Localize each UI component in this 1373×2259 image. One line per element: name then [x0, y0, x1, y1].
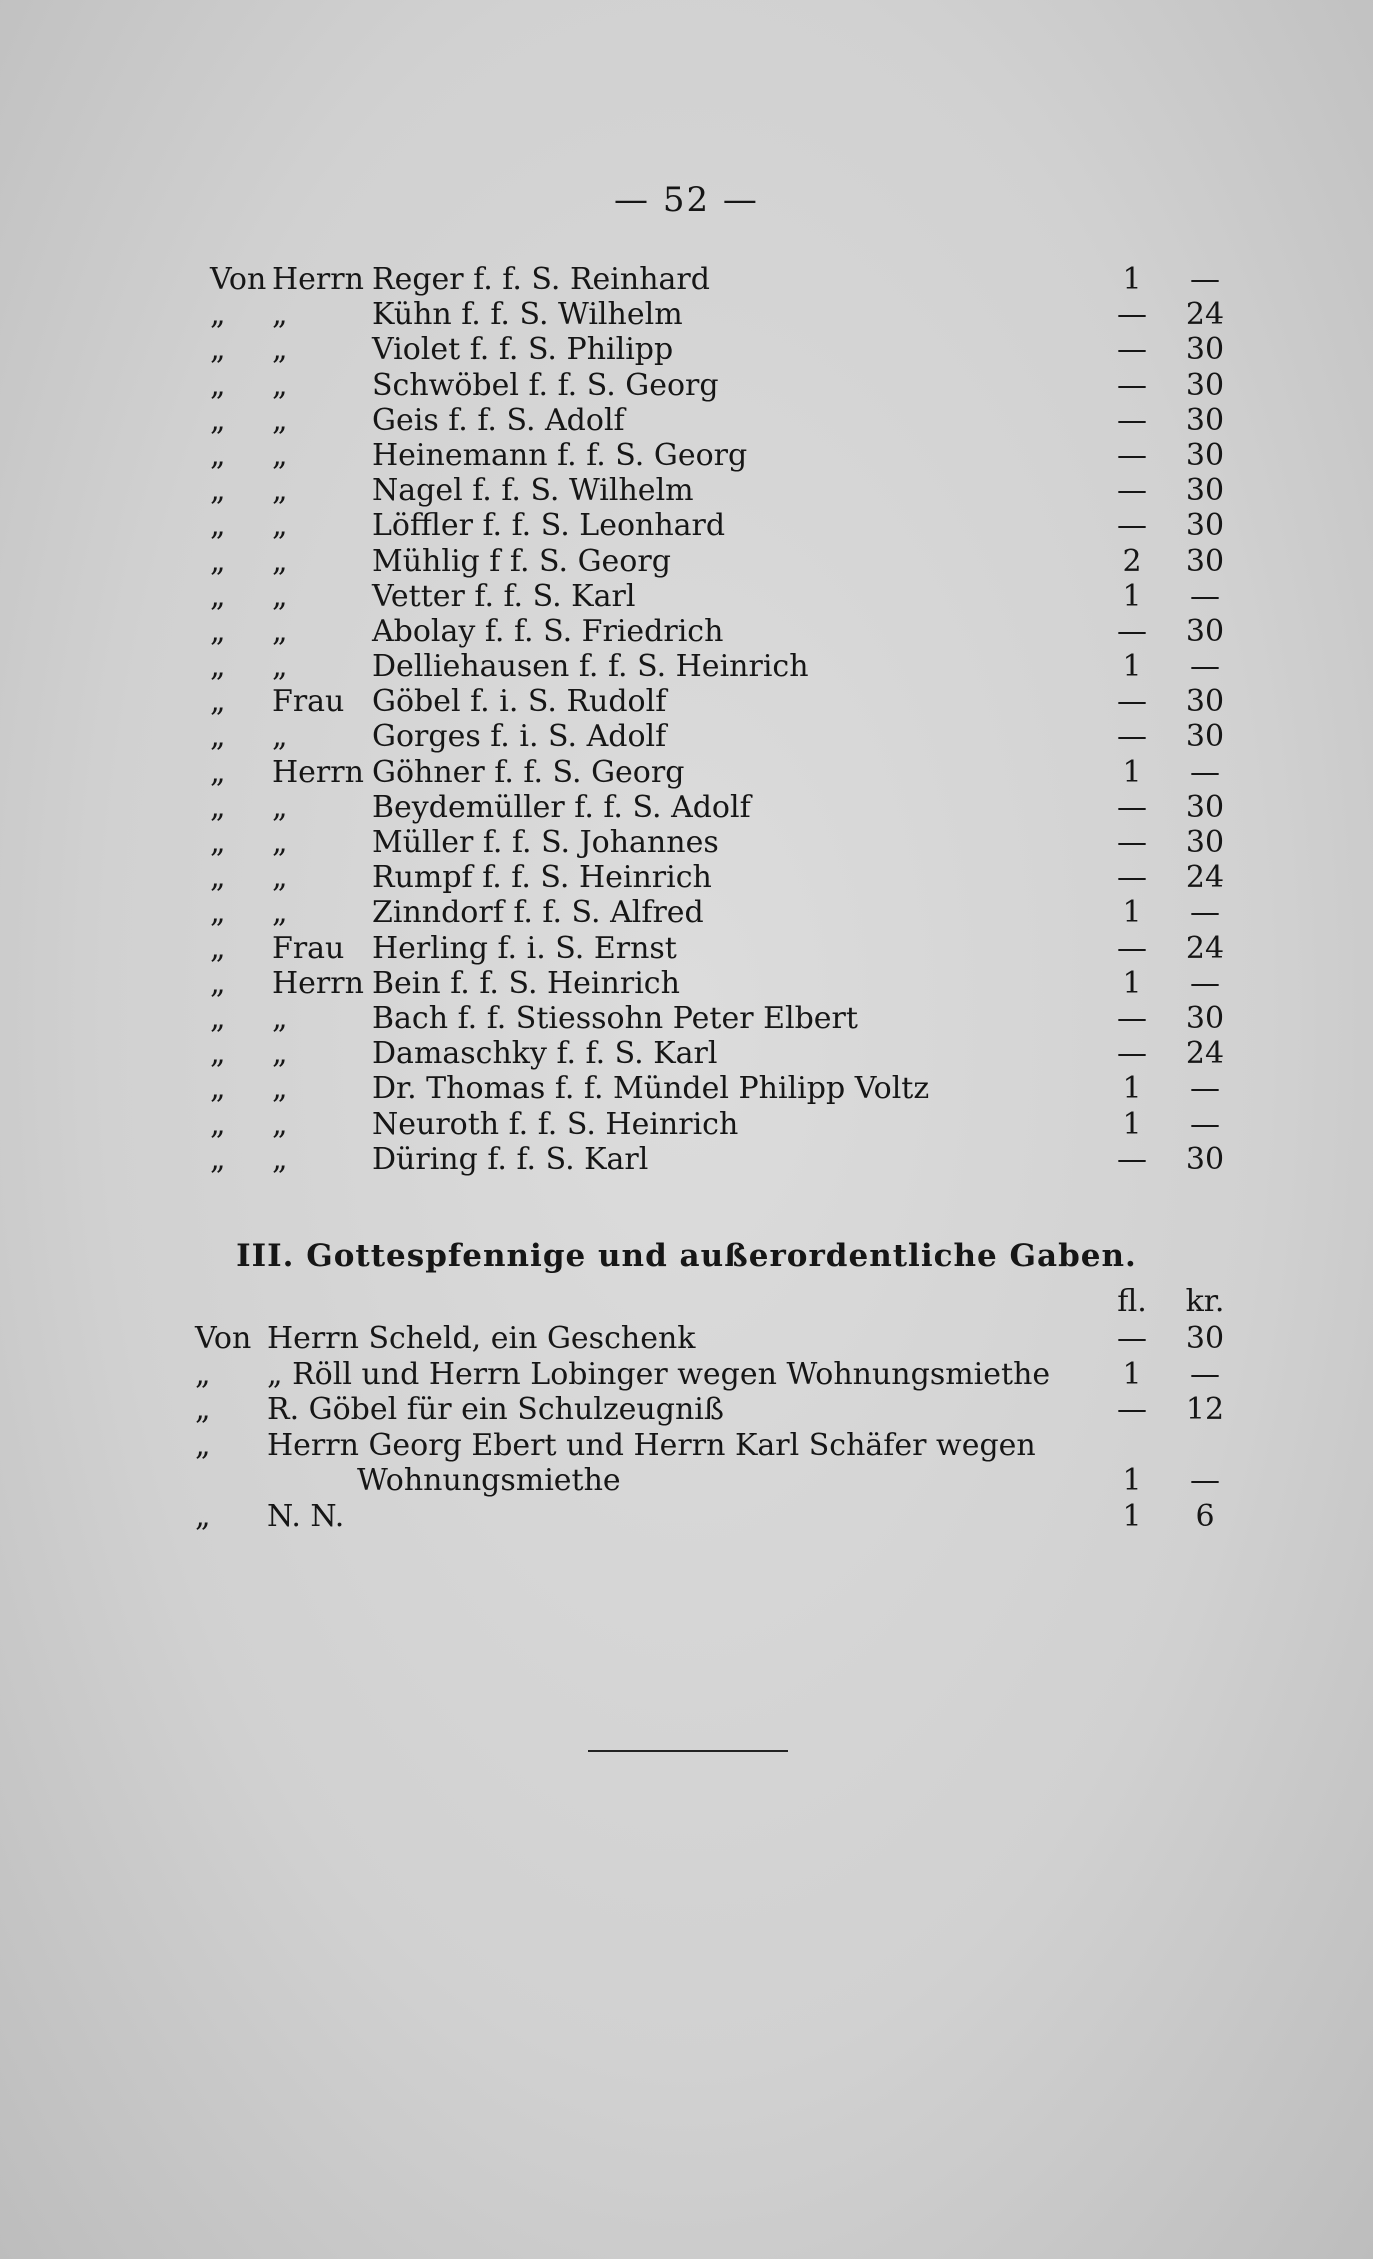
entry-prefix: „ — [210, 825, 226, 860]
entry-amount-fl: — — [1117, 508, 1147, 544]
list-item — [210, 367, 1225, 403]
list-item — [210, 1000, 1225, 1036]
entry-amount-fl: — — [1117, 860, 1147, 896]
entry-amount-kr: 24 — [1185, 297, 1225, 333]
entry-title: „ — [272, 297, 288, 333]
entry-amount-kr: 30 — [1185, 825, 1225, 860]
entry-title: Herrn — [272, 965, 364, 1001]
gift-amount-kr: — — [1190, 1356, 1220, 1392]
closing-rule — [588, 1750, 788, 1752]
entry-amount-fl: — — [1117, 437, 1147, 473]
entry-amount-kr: 30 — [1185, 332, 1225, 368]
list-item — [210, 755, 1220, 790]
gift-amount-fl: 1 — [1122, 1356, 1142, 1392]
entry-amount-fl: 1 — [1122, 754, 1142, 790]
entry-name: Mühlig f f. S. Georg — [372, 543, 671, 579]
gift-amount-kr: 6 — [1195, 1498, 1215, 1534]
entry-title: Frau — [272, 684, 345, 720]
list-item — [210, 402, 1225, 438]
entry-prefix: Von — [210, 262, 267, 297]
entry-amount-fl: — — [1117, 1000, 1147, 1036]
entry-amount-kr: — — [1190, 578, 1220, 614]
entry-title: „ — [272, 437, 288, 473]
list-item — [210, 508, 1225, 544]
entry-amount-fl: — — [1117, 297, 1147, 333]
entry-prefix: „ — [210, 1071, 226, 1107]
list-item — [210, 297, 1225, 333]
list-item — [210, 1141, 1225, 1177]
entry-amount-kr: — — [1190, 262, 1220, 297]
gift-amount-kr: 30 — [1185, 1321, 1225, 1356]
entry-title: „ — [272, 649, 288, 685]
entry-name: Göbel f. i. S. Rudolf — [372, 684, 667, 720]
list-item — [195, 1499, 1220, 1535]
entry-prefix: „ — [210, 895, 226, 931]
entry-prefix: „ — [210, 437, 226, 473]
entry-amount-fl: 1 — [1122, 1106, 1142, 1142]
entry-title: „ — [272, 578, 288, 614]
entry-name: Delliehausen f. f. S. Heinrich — [372, 649, 809, 685]
entry-title: „ — [272, 860, 288, 896]
entry-amount-fl: 1 — [1122, 895, 1142, 931]
page-number: — 52 — — [614, 180, 759, 220]
entry-amount-kr: 24 — [1185, 930, 1225, 966]
entry-name: Abolay f. f. S. Friedrich — [372, 613, 724, 649]
entry-title: „ — [272, 543, 288, 579]
entry-title: „ — [272, 1106, 288, 1142]
entry-name: Vetter f. f. S. Karl — [372, 578, 636, 614]
entry-prefix: „ — [210, 613, 226, 649]
entry-amount-kr: 24 — [1185, 1036, 1225, 1072]
entry-name: Bein f. f. S. Heinrich — [372, 965, 680, 1001]
entry-name: Nagel f. f. S. Wilhelm — [372, 473, 694, 509]
entry-title: „ — [272, 332, 288, 368]
list-item — [210, 579, 1220, 614]
gift-text: R. Göbel für ein Schulzeugniß — [267, 1392, 724, 1428]
entry-prefix: „ — [210, 1000, 226, 1036]
list-item — [210, 262, 1220, 297]
list-item — [210, 860, 1225, 896]
entry-amount-kr: 30 — [1185, 789, 1225, 825]
entry-title: Herrn — [272, 262, 364, 297]
entry-name: Rumpf f. f. S. Heinrich — [372, 860, 712, 896]
entry-amount-fl: — — [1117, 719, 1147, 755]
list-item — [210, 543, 1225, 579]
list-item — [210, 684, 1225, 720]
entry-prefix: „ — [210, 367, 226, 403]
list-item — [195, 1392, 1225, 1428]
entry-name: Geis f. f. S. Adolf — [372, 402, 625, 438]
list-item — [195, 1463, 1220, 1499]
entry-title: „ — [272, 508, 288, 544]
entry-amount-fl: — — [1117, 1141, 1147, 1177]
entry-title: „ — [272, 1036, 288, 1072]
gift-text: N. N. — [267, 1498, 345, 1534]
entry-prefix: „ — [210, 684, 226, 720]
entry-prefix: „ — [210, 1141, 226, 1177]
entry-name: Beydemüller f. f. S. Adolf — [372, 789, 751, 825]
entry-amount-fl: — — [1117, 684, 1147, 720]
entry-title: „ — [272, 895, 288, 931]
entry-title: „ — [272, 1141, 288, 1177]
gift-amount-fl: 1 — [1122, 1498, 1142, 1534]
entry-amount-kr: 30 — [1185, 543, 1225, 579]
gift-prefix: „ — [195, 1392, 211, 1428]
list-item — [195, 1357, 1220, 1393]
entry-title: „ — [272, 825, 288, 860]
gift-text: Wohnungsmiethe — [357, 1463, 621, 1499]
gift-prefix: „ — [195, 1498, 211, 1534]
list-item — [210, 1036, 1225, 1072]
entry-prefix: „ — [210, 754, 226, 790]
list-item — [210, 437, 1225, 473]
entry-amount-kr: 30 — [1185, 613, 1225, 649]
entry-name: Bach f. f. Stiessohn Peter Elbert — [372, 1000, 858, 1036]
section-heading: III. Gottespfennige und außerordentliche Gaben. — [236, 1238, 1137, 1274]
list-item — [210, 473, 1225, 509]
list-item — [195, 1321, 1225, 1357]
entry-name: Düring f. f. S. Karl — [372, 1141, 649, 1177]
entry-prefix: „ — [210, 297, 226, 333]
entry-title: „ — [272, 367, 288, 403]
entry-name: Göhner f. f. S. Georg — [372, 754, 685, 790]
contribution-list — [210, 262, 1225, 1177]
gift-prefix: Von — [195, 1321, 252, 1356]
list-item — [210, 825, 1225, 860]
entry-name: Dr. Thomas f. f. Mündel Philipp Voltz — [372, 1071, 930, 1107]
list-item — [210, 895, 1220, 930]
entry-name: Löffler f. f. S. Leonhard — [372, 508, 726, 544]
entry-amount-kr: 30 — [1185, 1141, 1225, 1177]
list-item — [195, 1428, 1220, 1464]
entry-prefix: „ — [210, 473, 226, 509]
entry-amount-kr: 30 — [1185, 437, 1225, 473]
entry-name: Schwöbel f. f. S. Georg — [372, 367, 719, 403]
list-item — [210, 966, 1220, 1001]
entry-amount-kr: 30 — [1185, 508, 1225, 544]
list-item — [210, 1071, 1220, 1106]
gifts-list — [195, 1303, 1225, 1535]
entry-amount-kr: 30 — [1185, 1000, 1225, 1036]
entry-title: „ — [272, 402, 288, 438]
entry-prefix: „ — [210, 719, 226, 755]
entry-name: Gorges f. i. S. Adolf — [372, 719, 667, 755]
column-header-fl: fl. — [1117, 1284, 1147, 1319]
gift-amount-fl: — — [1117, 1392, 1147, 1428]
gift-amount-kr: — — [1190, 1463, 1220, 1499]
entry-prefix: „ — [210, 508, 226, 544]
list-item — [210, 332, 1225, 368]
entry-name: Müller f. f. S. Johannes — [372, 825, 719, 860]
entry-amount-fl: 1 — [1122, 578, 1142, 614]
entry-name: Damaschky f. f. S. Karl — [372, 1036, 718, 1072]
gift-text: „ Röll und Herrn Lobinger wegen Wohnungsmiethe — [267, 1356, 1051, 1392]
entry-prefix: „ — [210, 860, 226, 896]
entry-amount-fl: — — [1117, 825, 1147, 860]
entry-amount-fl: 1 — [1122, 1071, 1142, 1107]
entry-name: Herling f. i. S. Ernst — [372, 930, 677, 966]
entry-amount-kr: — — [1190, 1106, 1220, 1142]
entry-name: Reger f. f. S. Reinhard — [372, 262, 710, 297]
entry-prefix: „ — [210, 930, 226, 966]
entry-name: Heinemann f. f. S. Georg — [372, 437, 748, 473]
entry-name: Neuroth f. f. S. Heinrich — [372, 1106, 739, 1142]
entry-title: „ — [272, 473, 288, 509]
list-item — [210, 649, 1220, 684]
gift-amount-fl: — — [1117, 1321, 1147, 1356]
entry-title: „ — [272, 1000, 288, 1036]
entry-title: „ — [272, 613, 288, 649]
list-item — [210, 719, 1225, 755]
entry-amount-kr: — — [1190, 895, 1220, 931]
gift-prefix: „ — [195, 1427, 211, 1463]
entry-amount-kr: — — [1190, 754, 1220, 790]
entry-amount-fl: — — [1117, 332, 1147, 368]
entry-amount-fl: 1 — [1122, 262, 1142, 297]
entry-amount-kr: 30 — [1185, 402, 1225, 438]
entry-prefix: „ — [210, 402, 226, 438]
entry-prefix: „ — [210, 1106, 226, 1142]
entry-prefix: „ — [210, 649, 226, 685]
list-item — [210, 1107, 1220, 1142]
entry-title: Frau — [272, 930, 345, 966]
entry-amount-kr: — — [1190, 649, 1220, 685]
entry-title: „ — [272, 719, 288, 755]
entry-amount-fl: — — [1117, 367, 1147, 403]
list-item — [210, 613, 1225, 649]
entry-amount-kr: 30 — [1185, 473, 1225, 509]
entry-prefix: „ — [210, 1036, 226, 1072]
entry-amount-kr: 30 — [1185, 367, 1225, 403]
entry-amount-fl: 2 — [1122, 543, 1142, 579]
list-item — [210, 930, 1225, 966]
entry-prefix: „ — [210, 332, 226, 368]
entry-prefix: „ — [210, 965, 226, 1001]
entry-title: „ — [272, 789, 288, 825]
gift-text: Herrn Georg Ebert und Herrn Karl Schäfer wegen — [267, 1427, 1036, 1463]
gift-prefix: „ — [195, 1356, 211, 1392]
entry-amount-kr: 30 — [1185, 719, 1225, 755]
list-item — [210, 789, 1225, 825]
entry-amount-fl: — — [1117, 1036, 1147, 1072]
entry-amount-fl: — — [1117, 930, 1147, 966]
entry-amount-kr: — — [1190, 1071, 1220, 1107]
entry-prefix: „ — [210, 789, 226, 825]
gift-amount-kr: 12 — [1185, 1392, 1225, 1428]
entry-amount-kr: 24 — [1185, 860, 1225, 896]
entry-amount-fl: — — [1117, 473, 1147, 509]
entry-name: Zinndorf f. f. S. Alfred — [372, 895, 704, 931]
gift-text: Herrn Scheld, ein Geschenk — [267, 1321, 696, 1356]
entry-name: Violet f. f. S. Philipp — [372, 332, 674, 368]
entry-amount-fl: — — [1117, 402, 1147, 438]
entry-amount-kr: — — [1190, 965, 1220, 1001]
entry-title: „ — [272, 1071, 288, 1107]
entry-amount-fl: 1 — [1122, 965, 1142, 1001]
entry-title: Herrn — [272, 754, 364, 790]
entry-prefix: „ — [210, 578, 226, 614]
gift-amount-fl: 1 — [1122, 1463, 1142, 1499]
entry-amount-fl: 1 — [1122, 649, 1142, 685]
entry-amount-kr: 30 — [1185, 684, 1225, 720]
entry-prefix: „ — [210, 543, 226, 579]
entry-amount-fl: — — [1117, 789, 1147, 825]
entry-name: Kühn f. f. S. Wilhelm — [372, 297, 683, 333]
column-header-kr: kr. — [1185, 1284, 1225, 1319]
entry-amount-fl: — — [1117, 613, 1147, 649]
